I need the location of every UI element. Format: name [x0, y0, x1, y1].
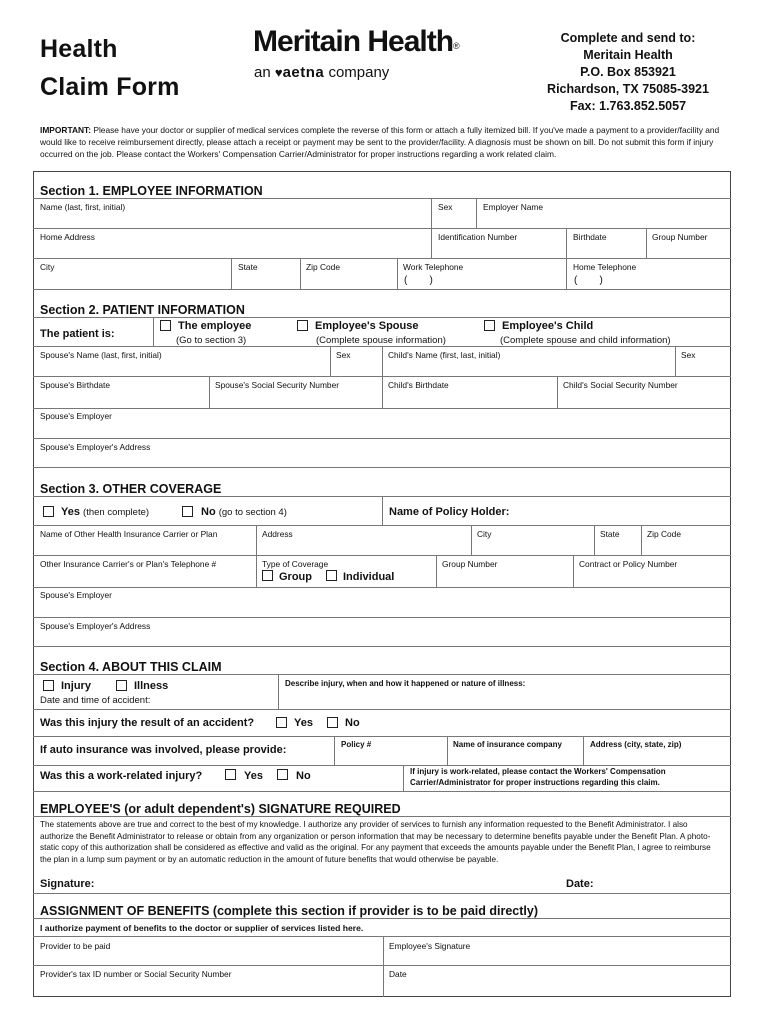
divider: [476, 198, 477, 228]
divider: [33, 918, 731, 919]
section3-title: Section 3. OTHER COVERAGE: [40, 482, 222, 496]
divider: [33, 317, 731, 318]
divider: [33, 674, 731, 675]
policy-number-field[interactable]: Policy #: [341, 740, 372, 749]
assignment-title: ASSIGNMENT OF BENEFITS (complete this section if provider is to be paid directly): [40, 904, 538, 918]
patient-child-note: (Complete spouse and child information): [500, 335, 671, 346]
accident-yes-checkbox[interactable]: [276, 717, 287, 728]
section1-title: Section 1. EMPLOYEE INFORMATION: [40, 184, 263, 198]
work-related-question: Was this a work-related injury?: [40, 770, 203, 782]
patient-spouse-label: Employee's Spouse: [315, 320, 419, 332]
send-city: Richardson, TX 75085-3921: [547, 82, 709, 96]
coverage-yes-text: Yes: [61, 506, 80, 518]
illness-label: Illness: [134, 680, 169, 692]
section2-title: Section 2. PATIENT INFORMATION: [40, 303, 245, 317]
send-heading: Complete and send to:: [560, 31, 696, 45]
coverage-yes-note: (then complete): [83, 507, 150, 518]
divider: [33, 228, 731, 229]
brand-sub-prefix: an: [254, 64, 271, 81]
divider: [33, 198, 731, 199]
divider: [382, 346, 383, 408]
spouse-sex-field[interactable]: Sex: [336, 350, 351, 360]
divider: [447, 736, 448, 765]
state-field[interactable]: State: [238, 262, 258, 272]
divider: [33, 438, 731, 439]
work-yes-checkbox[interactable]: [225, 769, 236, 780]
divider: [33, 736, 731, 737]
divider: [383, 936, 384, 997]
accident-yes-label: Yes: [294, 717, 313, 729]
coverage-group-label: Group: [279, 571, 312, 583]
divider: [153, 317, 154, 346]
patient-spouse-checkbox[interactable]: [297, 320, 308, 331]
divider: [33, 791, 731, 792]
s3-spouse-employer-field[interactable]: Spouse's Employer: [40, 590, 112, 600]
carrier-state-field[interactable]: State: [600, 529, 620, 539]
s3-spouse-employer-address-field[interactable]: Spouse's Employer's Address: [40, 621, 151, 631]
coverage-type-label: Type of Coverage: [262, 559, 329, 569]
divider: [330, 346, 331, 376]
insurance-company-field[interactable]: Name of insurance company: [453, 740, 562, 749]
coverage-no-checkbox[interactable]: [182, 506, 193, 517]
accident-question: Was this injury the result of an accident?: [40, 717, 255, 729]
divider: [33, 965, 731, 966]
carrier-phone-field[interactable]: Other Insurance Carrier's or Plan's Telephone #: [40, 559, 217, 569]
carrier-city-field[interactable]: City: [477, 529, 492, 539]
coverage-group-number-field[interactable]: Group Number: [442, 559, 498, 569]
important-label: IMPORTANT:: [40, 125, 92, 135]
signature-date-field[interactable]: Date:: [566, 878, 594, 890]
heart-icon: ♥: [274, 65, 283, 80]
id-number-field[interactable]: Identification Number: [438, 232, 518, 242]
accident-date-time-field[interactable]: Date and time of accident:: [40, 695, 151, 706]
employer-name-field[interactable]: Employer Name: [483, 202, 544, 212]
coverage-yes-label: [61, 506, 149, 519]
spouse-employer-address-field[interactable]: Spouse's Employer's Address: [40, 442, 151, 452]
divider: [33, 709, 731, 710]
group-number-field[interactable]: Group Number: [652, 232, 708, 242]
send-box: P.O. Box 853921: [580, 65, 676, 79]
child-birthdate-field[interactable]: Child's Birthdate: [388, 380, 449, 390]
insurance-company-address-field[interactable]: Address (city, state, zip): [590, 740, 682, 749]
brand-tagline: [254, 64, 389, 82]
patient-employee-label: The employee: [178, 320, 252, 332]
form-title-line1: Health: [40, 35, 118, 63]
work-no-checkbox[interactable]: [277, 769, 288, 780]
divider: [436, 555, 437, 587]
provider-field[interactable]: Provider to be paid: [40, 941, 111, 951]
child-ssn-field[interactable]: Child's Social Security Number: [563, 380, 678, 390]
policy-holder-field[interactable]: Name of Policy Holder:: [389, 506, 510, 518]
form-title-line2: Claim Form: [40, 73, 180, 101]
divider: [675, 346, 676, 376]
home-address-field[interactable]: Home Address: [40, 232, 95, 242]
coverage-no-note: (go to section 4): [218, 507, 287, 518]
tax-id-field[interactable]: Provider's tax ID number or Social Security Number: [40, 969, 232, 979]
child-sex-field[interactable]: Sex: [681, 350, 696, 360]
patient-spouse-note: (Complete spouse information): [316, 335, 446, 346]
important-text: Please have your doctor or supplier of medical services complete the reverse of this form or attach a fully itemized bill. If you've made a payment to a provider/facility and would like to receive reimbursement directly, please attach a receipt or payment may be sent to the provider/facility. A diagnosis must be shown on bill. Do not submit this form if injury occurred on the job. Please contact the Workers' Compensation Carrier/Administrator for proper instructions regarding a work related claim.: [40, 125, 720, 159]
home-phone-field[interactable]: Home Telephone: [573, 262, 637, 272]
registered-mark: ®: [453, 41, 459, 51]
divider: [557, 376, 558, 408]
child-name-field[interactable]: Child's Name (first, last, initial): [388, 350, 501, 360]
divider: [594, 525, 595, 555]
patient-is-label: The patient is:: [40, 328, 115, 340]
divider: [33, 525, 731, 526]
coverage-individual-label: Individual: [343, 571, 395, 583]
divider: [431, 228, 432, 258]
divider: [256, 525, 257, 587]
authorization-statement: The statements above are true and correct to the best of my knowledge. I authorize any provider of services to furnish any information requested to the Benefit Administrator. I also authorize the Benefit Administrator to release or obtain from any organization or person information that may be necessary to determine benefits payable under the Benefit Plan. A photo-static copy of this authorization shall be considered as effective and valid as the original. For any payment that exceeds the amounts payable under the Benefit Plan, I agree to reimburse the plan in a lump sum payment or by an automatic reduction in the amount of future benefits that would otherwise be payable.: [40, 820, 711, 864]
send-fax: Fax: 1.763.852.5057: [569, 99, 687, 113]
divider: [431, 198, 432, 228]
important-notice: [40, 124, 730, 160]
patient-employee-checkbox[interactable]: [160, 320, 171, 331]
work-phone-field[interactable]: Work Telephone: [403, 262, 464, 272]
contract-number-field[interactable]: Contract or Policy Number: [579, 559, 678, 569]
divider: [33, 408, 731, 409]
injury-label: Injury: [61, 680, 91, 692]
divider: [33, 765, 731, 766]
spouse-birthdate-field[interactable]: Spouse's Birthdate: [40, 380, 111, 390]
divider: [278, 674, 279, 709]
work-note-line2: Carrier/Administrator for proper instructions regarding this claim.: [410, 778, 660, 787]
coverage-no-text: No: [201, 506, 216, 518]
birthdate-field[interactable]: Birthdate: [573, 232, 607, 242]
send-name: Meritain Health: [583, 48, 673, 62]
brand-name: Meritain Health: [253, 25, 454, 58]
brand-logo: [253, 26, 459, 58]
divider: [33, 289, 731, 290]
form-box: [33, 171, 731, 997]
carrier-name-field[interactable]: Name of Other Health Insurance Carrier or Plan: [40, 529, 218, 539]
assignment-date-field[interactable]: Date: [389, 969, 407, 979]
divider: [33, 555, 731, 556]
coverage-group-checkbox[interactable]: [262, 570, 273, 581]
accident-no-label: No: [345, 717, 360, 729]
work-phone-area: ( ): [404, 275, 433, 286]
signature-field[interactable]: Signature:: [40, 878, 95, 890]
divider: [300, 258, 301, 289]
divider: [33, 258, 731, 259]
divider: [33, 646, 731, 647]
illness-checkbox[interactable]: [116, 680, 127, 691]
divider: [566, 228, 567, 258]
section4-title: Section 4. ABOUT THIS CLAIM: [40, 660, 222, 674]
coverage-yes-checkbox[interactable]: [43, 506, 54, 517]
divider: [583, 736, 584, 765]
divider: [33, 893, 731, 894]
divider: [33, 376, 731, 377]
divider: [33, 587, 731, 588]
signature-title: EMPLOYEE'S (or adult dependent's) SIGNATURE REQUIRED: [40, 802, 401, 816]
divider: [231, 258, 232, 289]
divider: [33, 617, 731, 618]
divider: [403, 765, 404, 791]
work-note-line1: If injury is work-related, please contact the Workers' Compensation: [410, 767, 666, 776]
employee-signature-field[interactable]: Employee's Signature: [389, 941, 471, 951]
auto-insurance-question: If auto insurance was involved, please provide:: [40, 744, 287, 756]
coverage-no-label: [201, 506, 287, 519]
divider: [566, 258, 567, 289]
work-no-label: No: [296, 770, 311, 782]
spouse-name-field[interactable]: Spouse's Name (last, first, initial): [40, 350, 162, 360]
mailing-address: [530, 30, 726, 115]
city-field[interactable]: City: [40, 262, 55, 272]
patient-employee-note: (Go to section 3): [176, 335, 247, 346]
sex-field[interactable]: Sex: [438, 202, 453, 212]
zip-field[interactable]: Zip Code: [306, 262, 340, 272]
divider: [397, 258, 398, 289]
describe-injury-field[interactable]: Describe injury, when and how it happened or nature of illness:: [285, 679, 526, 688]
carrier-zip-field[interactable]: Zip Code: [647, 529, 681, 539]
divider: [646, 228, 647, 258]
divider: [573, 555, 574, 587]
name-field[interactable]: Name (last, first, initial): [40, 202, 126, 212]
spouse-ssn-field[interactable]: Spouse's Social Security Number: [215, 380, 340, 390]
divider: [641, 525, 642, 555]
divider: [334, 736, 335, 765]
coverage-individual-checkbox[interactable]: [326, 570, 337, 581]
divider: [33, 936, 731, 937]
brand-sub-suffix: company: [328, 64, 390, 81]
divider: [382, 496, 383, 525]
home-phone-area: ( ): [574, 275, 603, 286]
patient-child-checkbox[interactable]: [484, 320, 495, 331]
divider: [33, 467, 731, 468]
aetna-wordmark: aetna: [282, 64, 325, 81]
accident-no-checkbox[interactable]: [327, 717, 338, 728]
injury-checkbox[interactable]: [43, 680, 54, 691]
carrier-address-field[interactable]: Address: [262, 529, 293, 539]
divider: [471, 525, 472, 555]
assignment-authorize: I authorize payment of benefits to the doctor or supplier of services listed here.: [40, 923, 364, 933]
patient-child-label: Employee's Child: [502, 320, 594, 332]
divider: [209, 376, 210, 408]
form-title: [40, 30, 180, 106]
spouse-employer-field[interactable]: Spouse's Employer: [40, 411, 112, 421]
divider: [33, 816, 731, 817]
work-yes-label: Yes: [244, 770, 263, 782]
